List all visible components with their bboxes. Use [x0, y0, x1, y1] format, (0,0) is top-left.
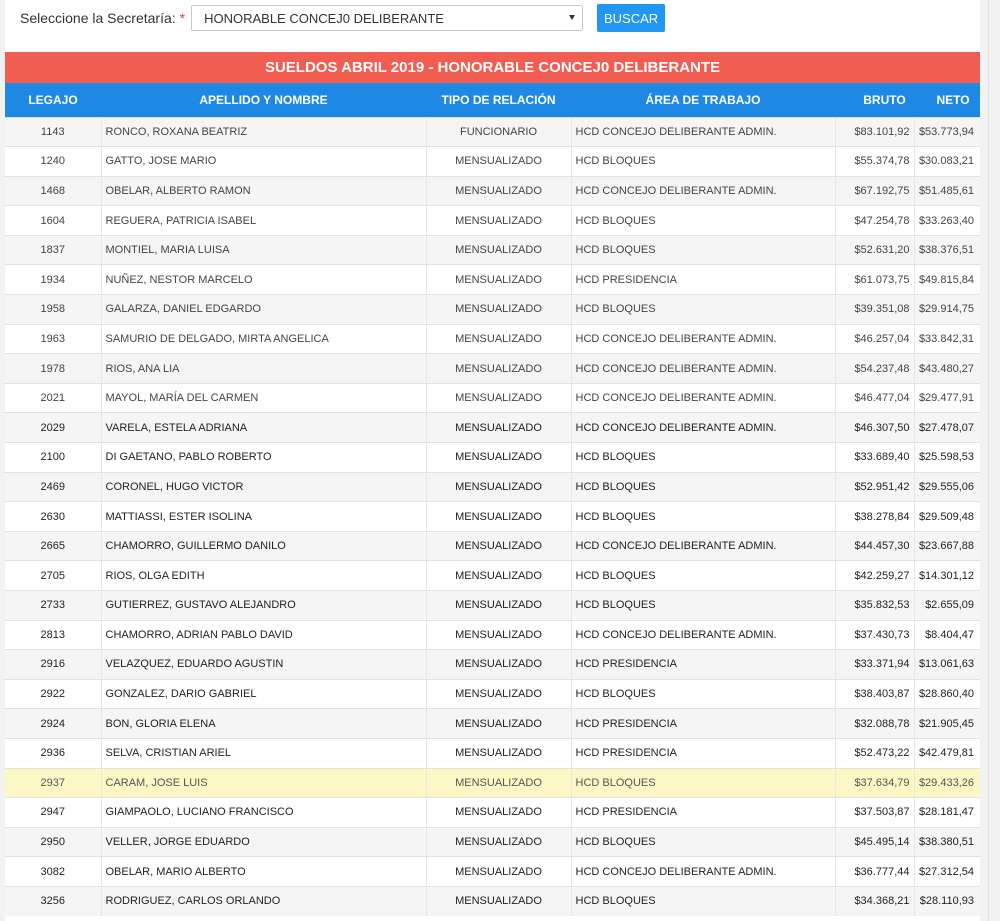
column-header-tipo[interactable]: TIPO DE RELACIÓN	[441, 92, 556, 107]
cell-neto: $2.655,09	[914, 591, 980, 621]
column-header-neto[interactable]: NETO	[936, 92, 970, 107]
cell-area: HCD PRESIDENCIA	[571, 738, 835, 768]
cell-area: HCD BLOQUES	[571, 235, 835, 265]
cell-nombre: GUTIERREZ, GUSTAVO ALEJANDRO	[101, 591, 426, 621]
cell-neto: $42.479,81	[914, 738, 980, 768]
cell-tipo: MENSUALIZADO	[426, 709, 571, 739]
column-header-nombre[interactable]: APELLIDO Y NOMBRE	[199, 92, 328, 107]
cell-nombre: MONTIEL, MARIA LUISA	[101, 235, 426, 265]
cell-nombre: GONZALEZ, DARIO GABRIEL	[101, 679, 426, 709]
cell-tipo: MENSUALIZADO	[426, 738, 571, 768]
cell-area: HCD BLOQUES	[571, 502, 835, 532]
cell-tipo: MENSUALIZADO	[426, 591, 571, 621]
cell-tipo: MENSUALIZADO	[426, 620, 571, 650]
table-row[interactable]	[5, 679, 980, 709]
cell-neto: $14.301,12	[914, 561, 980, 591]
cell-legajo: 1837	[5, 235, 101, 265]
cell-nombre: CHAMORRO, GUILLERMO DANILO	[101, 531, 426, 561]
cell-bruto: $42.259,27	[835, 561, 914, 591]
cell-area: HCD BLOQUES	[571, 147, 835, 177]
cell-nombre: SAMURIO DE DELGADO, MIRTA ANGELICA	[101, 324, 426, 354]
cell-legajo: 2733	[5, 591, 101, 621]
cell-neto: $13.061,63	[914, 650, 980, 680]
cell-bruto: $45.495,14	[835, 827, 914, 857]
filter-label: Seleccione la Secretaría:	[20, 10, 176, 26]
cell-bruto: $39.351,08	[835, 295, 914, 325]
cell-bruto: $67.192,75	[835, 176, 914, 206]
cell-tipo: MENSUALIZADO	[426, 827, 571, 857]
cell-neto: $33.842,31	[914, 324, 980, 354]
cell-area: HCD BLOQUES	[571, 561, 835, 591]
cell-area: HCD PRESIDENCIA	[571, 650, 835, 680]
table-row[interactable]	[5, 650, 980, 680]
cell-area: HCD BLOQUES	[571, 591, 835, 621]
cell-tipo: MENSUALIZADO	[426, 768, 571, 798]
cell-bruto: $47.254,78	[835, 206, 914, 236]
cell-bruto: $34.368,21	[835, 886, 914, 916]
cell-tipo: MENSUALIZADO	[426, 502, 571, 532]
cell-area: HCD CONCEJO DELIBERANTE ADMIN.	[571, 176, 835, 206]
cell-nombre: CHAMORRO, ADRIAN PABLO DAVID	[101, 620, 426, 650]
cell-neto: $53.773,94	[914, 117, 980, 147]
cell-neto: $29.433,26	[914, 768, 980, 798]
cell-legajo: 2630	[5, 502, 101, 532]
table-row[interactable]	[5, 531, 980, 561]
cell-neto: $8.404,47	[914, 620, 980, 650]
cell-nombre: BON, GLORIA ELENA	[101, 709, 426, 739]
cell-legajo: 2665	[5, 531, 101, 561]
cell-neto: $29.914,75	[914, 295, 980, 325]
cell-bruto: $46.257,04	[835, 324, 914, 354]
table-row[interactable]	[5, 827, 980, 857]
cell-area: HCD BLOQUES	[571, 886, 835, 916]
cell-neto: $33.263,40	[914, 206, 980, 236]
table-row[interactable]	[5, 768, 980, 798]
cell-bruto: $37.430,73	[835, 620, 914, 650]
cell-area: HCD BLOQUES	[571, 472, 835, 502]
cell-nombre: RIOS, ANA LIA	[101, 354, 426, 384]
cell-bruto: $37.634,79	[835, 768, 914, 798]
cell-nombre: REGUERA, PATRICIA ISABEL	[101, 206, 426, 236]
table-row[interactable]	[5, 354, 980, 384]
cell-legajo: 2947	[5, 798, 101, 828]
cell-neto: $38.380,51	[914, 827, 980, 857]
cell-neto: $25.598,53	[914, 443, 980, 473]
cell-nombre: RODRIGUEZ, CARLOS ORLANDO	[101, 886, 426, 916]
cell-legajo: 1934	[5, 265, 101, 295]
cell-legajo: 2705	[5, 561, 101, 591]
cell-neto: $28.110,93	[914, 886, 980, 916]
cell-bruto: $83.101,92	[835, 117, 914, 147]
cell-nombre: OBELAR, ALBERTO RAMON	[101, 176, 426, 206]
table-row[interactable]	[5, 324, 980, 354]
cell-nombre: GIAMPAOLO, LUCIANO FRANCISCO	[101, 798, 426, 828]
cell-nombre: MAYOL, MARÍA DEL CARMEN	[101, 383, 426, 413]
cell-neto: $29.555,06	[914, 472, 980, 502]
cell-neto: $38.376,51	[914, 235, 980, 265]
cell-nombre: VELLER, JORGE EDUARDO	[101, 827, 426, 857]
table-row[interactable]	[5, 709, 980, 739]
cell-neto: $28.860,40	[914, 679, 980, 709]
cell-tipo: MENSUALIZADO	[426, 443, 571, 473]
cell-bruto: $36.777,44	[835, 857, 914, 887]
gutter-divider	[988, 0, 989, 921]
cell-legajo: 2100	[5, 443, 101, 473]
cell-bruto: $61.073,75	[835, 265, 914, 295]
cell-bruto: $52.473,22	[835, 738, 914, 768]
table-row[interactable]	[5, 235, 980, 265]
cell-tipo: MENSUALIZADO	[426, 354, 571, 384]
cell-tipo: MENSUALIZADO	[426, 857, 571, 887]
secretaria-filter	[20, 4, 665, 32]
cell-tipo: MENSUALIZADO	[426, 679, 571, 709]
cell-bruto: $52.951,42	[835, 472, 914, 502]
table-row[interactable]	[5, 413, 980, 443]
cell-area: HCD PRESIDENCIA	[571, 265, 835, 295]
cell-neto: $27.312,54	[914, 857, 980, 887]
cell-legajo: 1604	[5, 206, 101, 236]
cell-bruto: $55.374,78	[835, 147, 914, 177]
cell-legajo: 3082	[5, 857, 101, 887]
cell-nombre: CARAM, JOSE LUIS	[101, 768, 426, 798]
table-row[interactable]	[5, 561, 980, 591]
table-row[interactable]	[5, 591, 980, 621]
table-row[interactable]	[5, 176, 980, 206]
cell-legajo: 2924	[5, 709, 101, 739]
cell-nombre: MATTIASSI, ESTER ISOLINA	[101, 502, 426, 532]
cell-legajo: 1143	[5, 117, 101, 147]
cell-area: HCD BLOQUES	[571, 295, 835, 325]
cell-bruto: $46.307,50	[835, 413, 914, 443]
cell-tipo: MENSUALIZADO	[426, 531, 571, 561]
cell-neto: $51.485,61	[914, 176, 980, 206]
cell-area: HCD CONCEJO DELIBERANTE ADMIN.	[571, 620, 835, 650]
table-row[interactable]	[5, 738, 980, 768]
cell-neto: $49.815,84	[914, 265, 980, 295]
column-header-legajo[interactable]: LEGAJO	[28, 92, 78, 107]
cell-nombre: VELAZQUEZ, EDUARDO AGUSTIN	[101, 650, 426, 680]
cell-tipo: FUNCIONARIO	[426, 117, 571, 147]
cell-neto: $27.478,07	[914, 413, 980, 443]
cell-area: HCD CONCEJO DELIBERANTE ADMIN.	[571, 354, 835, 384]
table-row[interactable]	[5, 117, 980, 147]
table-row[interactable]	[5, 472, 980, 502]
table-row[interactable]	[5, 443, 980, 473]
cell-tipo: MENSUALIZADO	[426, 798, 571, 828]
table-row[interactable]	[5, 147, 980, 177]
cell-legajo: 2916	[5, 650, 101, 680]
buscar-button[interactable]: BUSCAR	[597, 4, 665, 32]
cell-tipo: MENSUALIZADO	[426, 650, 571, 680]
cell-area: HCD CONCEJO DELIBERANTE ADMIN.	[571, 531, 835, 561]
cell-tipo: MENSUALIZADO	[426, 176, 571, 206]
cell-tipo: MENSUALIZADO	[426, 561, 571, 591]
cell-tipo: MENSUALIZADO	[426, 383, 571, 413]
cell-bruto: $38.278,84	[835, 502, 914, 532]
column-header-area[interactable]: ÁREA DE TRABAJO	[645, 92, 761, 107]
cell-nombre: DI GAETANO, PABLO ROBERTO	[101, 443, 426, 473]
cell-bruto: $54.237,48	[835, 354, 914, 384]
cell-legajo: 1963	[5, 324, 101, 354]
cell-tipo: MENSUALIZADO	[426, 886, 571, 916]
cell-bruto: $35.832,53	[835, 591, 914, 621]
cell-bruto: $46.477,04	[835, 383, 914, 413]
cell-nombre: NUÑEZ, NESTOR MARCELO	[101, 265, 426, 295]
cell-area: HCD BLOQUES	[571, 443, 835, 473]
cell-neto: $23.667,88	[914, 531, 980, 561]
table-title: SUELDOS ABRIL 2019 - HONORABLE CONCEJ0 DELIBERANTE	[5, 52, 980, 83]
cell-nombre: GALARZA, DANIEL EDGARDO	[101, 295, 426, 325]
cell-bruto: $33.371,94	[835, 650, 914, 680]
cell-neto: $43.480,27	[914, 354, 980, 384]
table-row[interactable]	[5, 295, 980, 325]
table-row[interactable]	[5, 798, 980, 828]
cell-area: HCD CONCEJO DELIBERANTE ADMIN.	[571, 857, 835, 887]
cell-nombre: VARELA, ESTELA ADRIANA	[101, 413, 426, 443]
cell-nombre: SELVA, CRISTIAN ARIEL	[101, 738, 426, 768]
cell-bruto: $33.689,40	[835, 443, 914, 473]
cell-tipo: MENSUALIZADO	[426, 235, 571, 265]
table-row[interactable]	[5, 502, 980, 532]
cell-bruto: $52.631,20	[835, 235, 914, 265]
cell-tipo: MENSUALIZADO	[426, 295, 571, 325]
cell-area: HCD CONCEJO DELIBERANTE ADMIN.	[571, 324, 835, 354]
cell-tipo: MENSUALIZADO	[426, 147, 571, 177]
cell-tipo: MENSUALIZADO	[426, 265, 571, 295]
table-row[interactable]	[5, 206, 980, 236]
secretaria-select-value: HONORABLE CONCEJ0 DELIBERANTE	[204, 10, 444, 26]
cell-legajo: 2922	[5, 679, 101, 709]
table-row[interactable]	[5, 620, 980, 650]
cell-legajo: 2813	[5, 620, 101, 650]
secretaria-select[interactable]	[191, 5, 583, 31]
cell-legajo: 2029	[5, 413, 101, 443]
salary-table	[5, 83, 980, 916]
cell-tipo: MENSUALIZADO	[426, 206, 571, 236]
cell-neto: $29.509,48	[914, 502, 980, 532]
table-header-row	[5, 83, 980, 117]
cell-legajo: 1978	[5, 354, 101, 384]
cell-legajo: 2469	[5, 472, 101, 502]
cell-neto: $30.083,21	[914, 147, 980, 177]
cell-area: HCD BLOQUES	[571, 679, 835, 709]
cell-bruto: $37.503,87	[835, 798, 914, 828]
cell-legajo: 1240	[5, 147, 101, 177]
cell-tipo: MENSUALIZADO	[426, 324, 571, 354]
cell-bruto: $32.088,78	[835, 709, 914, 739]
cell-area: HCD CONCEJO DELIBERANTE ADMIN.	[571, 383, 835, 413]
cell-area: HCD PRESIDENCIA	[571, 798, 835, 828]
cell-area: HCD BLOQUES	[571, 206, 835, 236]
cell-nombre: RIOS, OLGA EDITH	[101, 561, 426, 591]
cell-neto: $29.477,91	[914, 383, 980, 413]
cell-nombre: RONCO, ROXANA BEATRIZ	[101, 117, 426, 147]
cell-area: HCD BLOQUES	[571, 768, 835, 798]
cell-nombre: CORONEL, HUGO VICTOR	[101, 472, 426, 502]
caret-down-icon	[569, 15, 575, 20]
cell-legajo: 2021	[5, 383, 101, 413]
required-mark: *	[179, 10, 186, 26]
cell-tipo: MENSUALIZADO	[426, 413, 571, 443]
cell-area: HCD CONCEJO DELIBERANTE ADMIN.	[571, 413, 835, 443]
table-row[interactable]	[5, 265, 980, 295]
right-gutter	[980, 0, 1000, 921]
cell-legajo: 1468	[5, 176, 101, 206]
cell-bruto: $38.403,87	[835, 679, 914, 709]
cell-tipo: MENSUALIZADO	[426, 472, 571, 502]
cell-area: HCD CONCEJO DELIBERANTE ADMIN.	[571, 117, 835, 147]
cell-nombre: OBELAR, MARIO ALBERTO	[101, 857, 426, 887]
cell-legajo: 2936	[5, 738, 101, 768]
cell-area: HCD PRESIDENCIA	[571, 709, 835, 739]
cell-neto: $21.905,45	[914, 709, 980, 739]
cell-nombre: GATTO, JOSE MARIO	[101, 147, 426, 177]
table-row[interactable]	[5, 886, 980, 916]
table-row[interactable]	[5, 383, 980, 413]
cell-neto: $28.181,47	[914, 798, 980, 828]
cell-legajo: 2950	[5, 827, 101, 857]
cell-legajo: 2937	[5, 768, 101, 798]
cell-area: HCD BLOQUES	[571, 827, 835, 857]
column-header-bruto[interactable]: BRUTO	[863, 92, 906, 107]
cell-legajo: 3256	[5, 886, 101, 916]
cell-legajo: 1958	[5, 295, 101, 325]
cell-bruto: $44.457,30	[835, 531, 914, 561]
table-row[interactable]	[5, 857, 980, 887]
